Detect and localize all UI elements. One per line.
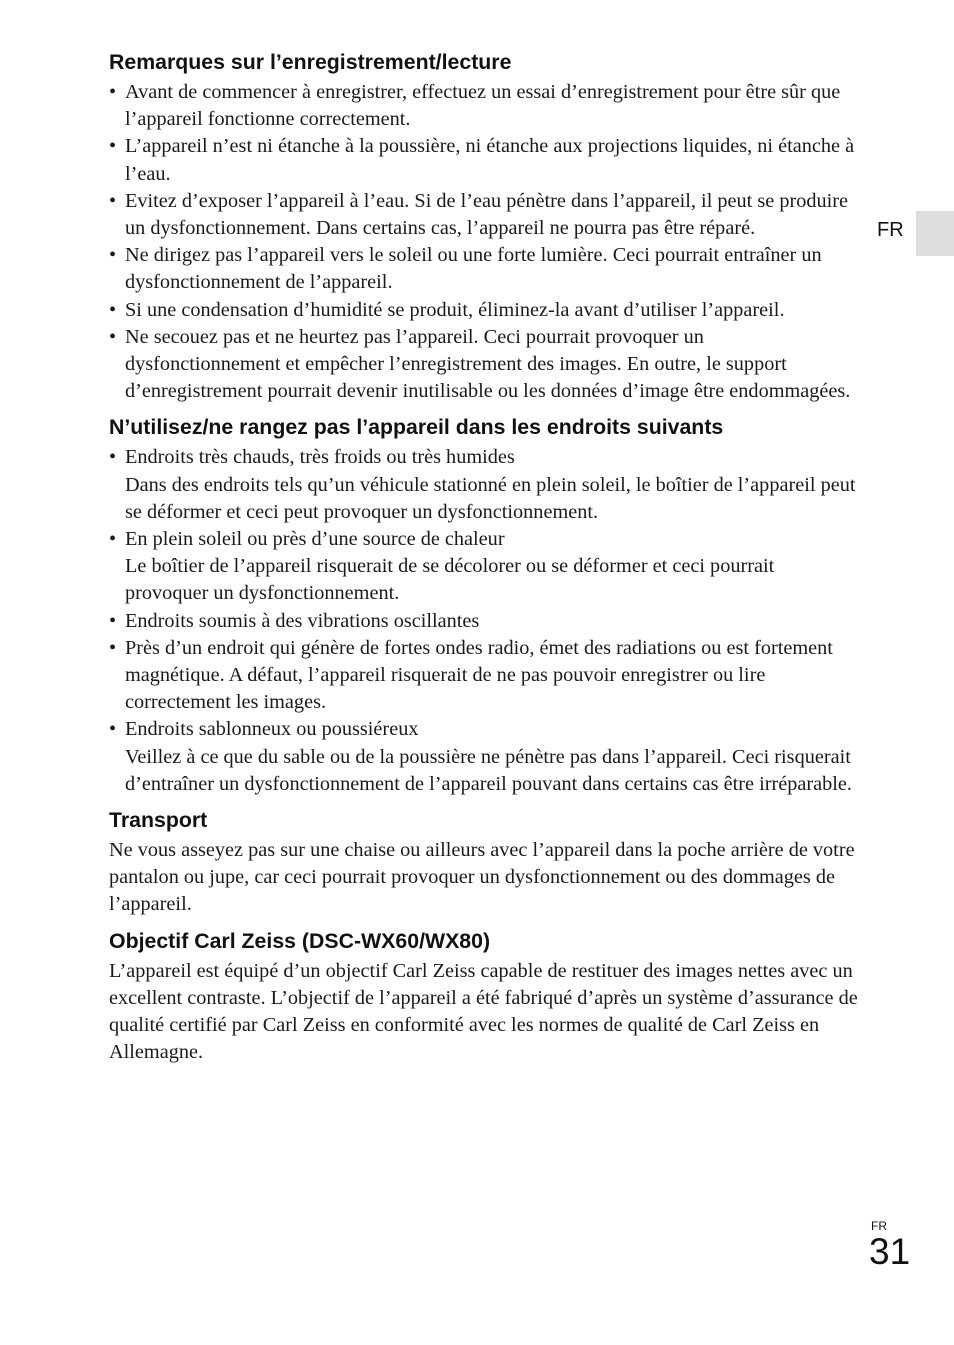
bullet-list bbox=[109, 79, 861, 405]
list-item bbox=[109, 526, 861, 608]
list-item-title: • Endroits soumis à des vibrations oscillantes bbox=[125, 609, 480, 632]
list-item: • L’appareil n’est ni étanche à la poussière, ni étanche aux projections liquides, ni étanche à l’eau. bbox=[109, 133, 861, 187]
page-number: 31 bbox=[869, 1231, 911, 1272]
list-item bbox=[109, 444, 861, 526]
list-item bbox=[109, 716, 861, 798]
section-remarks bbox=[109, 48, 861, 405]
list-item-detail: Dans des endroits tels qu’un véhicule stationné en plein soleil, le boîtier de l’appareil peut se déformer et ceci peut provoquer un dysfonctionnement. bbox=[125, 473, 856, 523]
list-item-detail: Veillez à ce que du sable ou de la poussière ne pénètre pas dans l’appareil. Ceci risquerait d’entraîner un dysfonctionnement de l’appareil pouvant dans certains cas être irréparable. bbox=[125, 745, 852, 795]
section-heading: N’utilisez/ne rangez pas l’appareil dans les endroits suivants bbox=[109, 415, 724, 440]
list-item-title: • En plein soleil ou près d’une source de chaleur bbox=[125, 528, 505, 551]
list-item: • Si une condensation d’humidité se produit, éliminez-la avant d’utiliser l’appareil. bbox=[109, 297, 861, 324]
list-item-title: • Endroits très chauds, très froids ou très humides bbox=[125, 446, 515, 469]
section-carl-zeiss-lens bbox=[109, 927, 861, 1067]
list-item: • Ne secouez pas et ne heurtez pas l’appareil. Ceci pourrait provoquer un dysfonctionnement et empêcher l’enregistrement des images. En outre, le support d’enregistrement pourrait devenir inutilisable ou les données d’image être endommagées. bbox=[109, 324, 861, 406]
section-paragraph: Ne vous asseyez pas sur une chaise ou ailleurs avec l’appareil dans la poche arrière de votre pantalon ou jupe, car ceci pourrait provoquer un dysfonctionnement ou des dommages de l’appareil. bbox=[109, 839, 855, 916]
page-language-code: FR bbox=[871, 1219, 887, 1233]
bullet-list bbox=[109, 444, 861, 798]
section-heading: Objectif Carl Zeiss (DSC-WX60/WX80) bbox=[109, 928, 491, 953]
section-storage-locations bbox=[109, 413, 861, 798]
section-heading: Transport bbox=[109, 808, 208, 833]
list-item-detail: Le boîtier de l’appareil risquerait de se décolorer ou se déformer et ceci pourrait provoquer un dysfonctionnement. bbox=[125, 555, 775, 605]
section-paragraph: L’appareil est équipé d’un objectif Carl Zeiss capable de restituer des images nettes avec un excellent contraste. L’objectif de l’appareil a été fabriqué d’après un système d’assurance de qualité certifié par Carl Zeiss en conformité avec les normes de qualité de Carl Zeiss en Allemagne. bbox=[109, 959, 858, 1064]
list-item bbox=[109, 635, 861, 717]
list-item bbox=[109, 608, 861, 635]
language-tab-label: FR bbox=[877, 219, 904, 241]
section-heading: Remarques sur l’enregistrement/lecture bbox=[109, 50, 512, 74]
list-item-title: • Endroits sablonneux ou poussiéreux bbox=[125, 718, 419, 741]
list-item-title: • Près d’un endroit qui génère de fortes ondes radio, émet des radiations ou est fortement magnétique. A défaut, l’appareil risquerait de ne pas pouvoir enregistrer ou lire correctement les images. bbox=[125, 636, 833, 714]
list-item: • Evitez d’exposer l’appareil à l’eau. Si de l’eau pénètre dans l’appareil, il peut se produire un dysfonctionnement. Dans certains cas, l’appareil ne pourra pas être réparé. bbox=[109, 188, 861, 242]
list-item: • Avant de commencer à enregistrer, effectuez un essai d’enregistrement pour être sûr que l’appareil fonctionne correctement. bbox=[109, 79, 861, 133]
page-content bbox=[109, 48, 861, 1075]
section-transport bbox=[109, 806, 861, 919]
section-tab-marker bbox=[916, 211, 954, 256]
list-item: • Ne dirigez pas l’appareil vers le soleil ou une forte lumière. Ceci pourrait entraîner un dysfonctionnement de l’appareil. bbox=[109, 242, 861, 296]
